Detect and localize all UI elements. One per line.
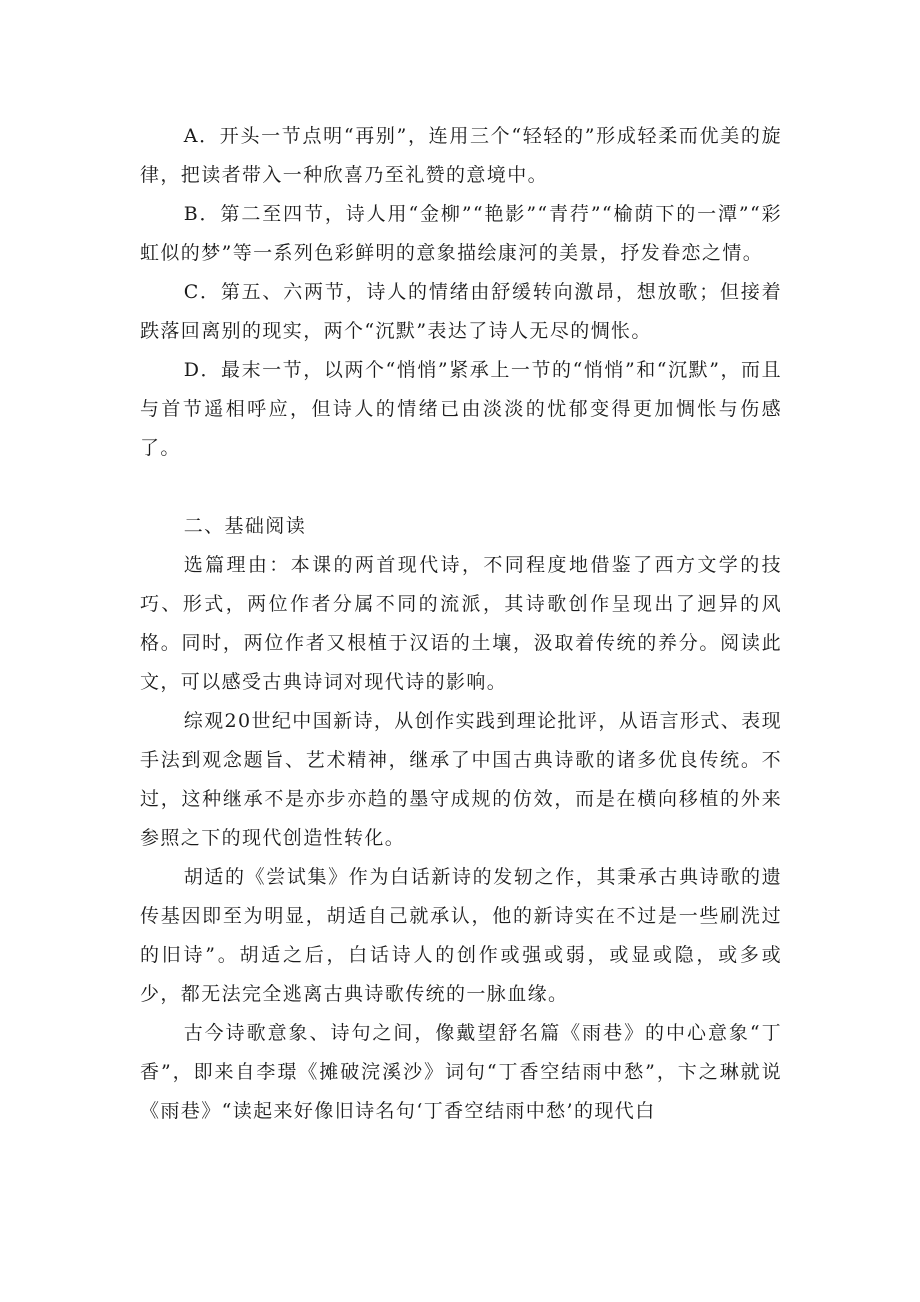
paragraph: 胡适的《尝试集》作为白话新诗的发轫之作，其秉承古典诗歌的遗传基因即至为明显，胡适自己就承认，他的新诗实在不过是一些刷洗过的旧诗”。胡适之后，白话诗人的创作或强或弱，或显或隐，或多或少，都无法完全逃离古典诗歌传统的一脉血缘。 (140, 866, 782, 1005)
paragraph: 综观20世纪中国新诗，从创作实践到理论批评，从语言形式、表现手法到观念题旨、艺术精神，继承了中国古典诗歌的诸多优良传统。不过，这种继承不是亦步亦趋的墨守成规的仿效，而是在横向移植的外来参照之下的现代创造性转化。 (140, 710, 782, 849)
option-d: D．最末一节，以两个“悄悄”紧承上一节的“悄悄”和“沉默”，而且与首节遥相呼应，但诗人的情绪已由淡淡的忧郁变得更加惆怅与伤感了。 (140, 359, 782, 459)
paragraph: 古今诗歌意象、诗句之间，像戴望舒名篇《雨巷》的中心意象“丁香”，即来自李璟《摊破浣溪沙》词句“丁香空结雨中愁”，卞之琳就说《雨巷》“读起来好像旧诗名句‘丁香空结雨中愁’的现代白 (140, 1022, 782, 1122)
option-a: A．开头一节点明“再别”，连用三个“轻轻的”形成轻柔而优美的旋律，把读者带入一种欣喜乃至礼赞的意境中。 (140, 125, 782, 186)
document-body (140, 117, 782, 1131)
section-heading: 二、基础阅读 (183, 515, 307, 537)
section-spacer (140, 468, 782, 507)
option-b: B．第二至四节，诗人用“金柳”“艳影”“青荇”“榆荫下的一潭”“彩虹似的梦”等一系列色彩鲜明的意象描绘康河的美景，抒发眷恋之情。 (140, 203, 782, 264)
paragraph: 选篇理由：本课的两首现代诗，不同程度地借鉴了西方文学的技巧、形式，两位作者分属不同的流派，其诗歌创作呈现出了迥异的风格。同时，两位作者又根植于汉语的土壤，汲取着传统的养分。阅读此文，可以感受古典诗词对现代诗的影响。 (140, 554, 782, 693)
option-c: C．第五、六两节，诗人的情绪由舒缓转向激昂，想放歌；但接着跌落回离别的现实，两个“沉默”表达了诗人无尽的惆怅。 (140, 281, 782, 342)
